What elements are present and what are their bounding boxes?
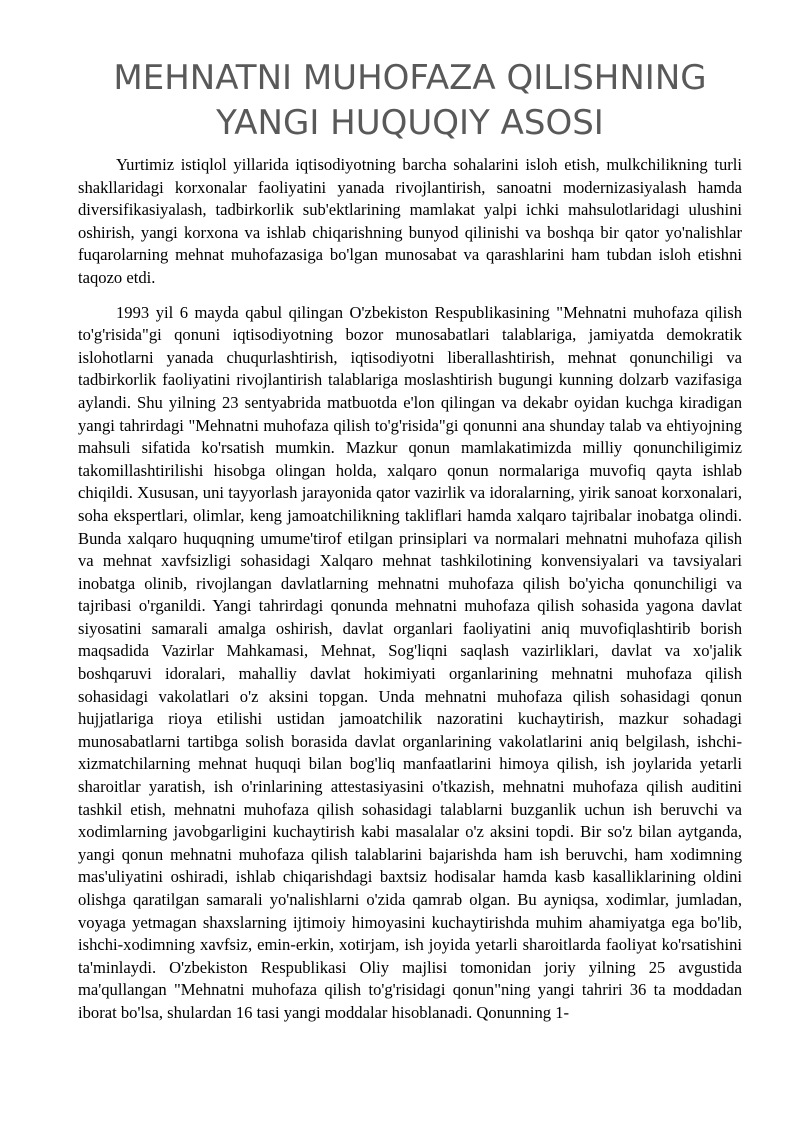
document-title (78, 56, 742, 146)
title-line-2: YANGI HUQUQIY ASOSI (216, 103, 604, 143)
paragraph-law-overview: 1993 yil 6 mayda qabul qilingan O'zbekiston Respublikasining "Mehnatni muhofaza qilish to'g'risida"gi qonuni iqtisodiyotning bozor munosabatlari talablariga, jamiyatda demokratik islohotlarni yanada chuqurlashtirish, iqtisodiyotni liberallashtirish, mehnat qonunchiligi va tadbirkorlik faoliyatini rivojlantirish talablariga moslashtirish bugungi kunning dolzarb vazifasiga aylandi. Shu yilning 23 sentyabrida matbuotda e'lon qilingan va dekabr oyidan kuchga kiradigan yangi tahrirdagi "Mehnatni muhofaza qilish to'g'risida"gi qonunni ana shunday talab va ehtiyojning mahsuli sifatida ko'rsatish mumkin. Mazkur qonun mamlakatimizda milliy qonunchiligimiz takomillashtirilishi hisobga olingan holda, xalqaro qonun normalariga muvofiq qayta ishlab chiqildi. Xususan, uni tayyorlash jarayonida qator vazirlik va idoralarning, yirik sanoat korxonalari, soha ekspertlari, olimlar, keng jamoatchilikning takliflari hamda xalqaro tajribalar inobatga olindi. Bunda xalqaro huquqning umume'tirof etilgan prinsiplari va normalari mehnatni muhofaza qilish va mehnat xavfsizligi sohasidagi Xalqaro mehnat tashkilotining konvensiyalari va tavsiyalari inobatga olinib, rivojlangan davlatlarning mehnatni muhofaza qilish bo'yicha qonunchiligi va tajribasi o'rganildi. Yangi tahrirdagi qonunda mehnatni muhofaza qilish sohasida yagona davlat siyosatini samarali amalga oshirish, davlat organlari faoliyatini aniq muvofiqlashtirib borish maqsadida Vazirlar Mahkamasi, Mehnat, Sog'liqni saqlash vazirliklari, davlat va xo'jalik boshqaruvi idoralari, mahalliy davlat hokimiyati organlarining mehnatni muhofaza qilish sohasidagi vakolatlari o'z aksini topgan. Unda mehnatni muhofaza qilish sohasidagi qonun hujjatlariga rioya etilishi ustidan jamoatchilik nazoratini kuchaytirish, mazkur sohadagi munosabatlarni tartibga solish borasida davlat organlarining vakolatlarini aniq belgilash, ishchi-xizmatchilarning mehnat huquqi bilan bog'liq manfaatlarini himoya qilish, ish joylarida yetarli sharoitlar yaratish, ish o'rinlarining attestasiyasini o'tkazish, mehnatni muhofaza qilish auditini tashkil etish, mehnatni muhofaza qilish sohasidagi talablarni buzganlik uchun ish beruvchi va xodimlarning javobgarligini kuchaytirish kabi masalalar o'z aksini topdi. Bir so'z bilan aytganda, yangi qonun mehnatni muhofaza qilish talablarini bajarishda ham ish beruvchi, ham xodimning mas'uliyatini oshiradi, ishlab chiqarishdagi baxtsiz hodisalar hamda kasb kasalliklarining oldini olishga qaratilgan samarali yo'nalishlarni o'zida qamrab olgan. Bu ayniqsa, xodimlar, jumladan, voyaga yetmagan shaxslarning ijtimoiy himoyasini kuchaytirishda muhim ahamiyatga ega bo'lib, ishchi-xodimning xavfsiz, emin-erkin, xotirjam, ish joyida yetarli sharoitlarda faoliyat ko'rsatishini ta'minlaydi. O'zbekiston Respublikasi Oliy majlisi tomonidan joriy yilning 25 avgustida ma'qullangan "Mehnatni muhofaza qilish to'g'risidagi qonun"ning yangi tahriri 36 ta moddadan iborat bo'lsa, shulardan 16 tasi yangi moddalar hisoblanadi. Qonunning 1- (78, 302, 742, 1022)
paragraph-intro: Yurtimiz istiqlol yillarida iqtisodiyotning barcha sohalarini isloh etish, mulkchilikning turli shakllaridagi korxonalar faoliyatini yanada rivojlantirish, sanoatni modernizasiyalash hamda diversifikasiyalash, tadbirkorlik sub'ektlarining mamlakat yalpi ichki mahsulotlaridagi ulushini oshirish, yangi korxona va ishlab chiqarishning bunyod qilinishi va boshqa bir qator yo'nalishlar fuqarolarning mehnat muhofazasiga bo'lgan munosabat va qarashlarini ham tubdan isloh etishni taqozo etdi. (78, 155, 742, 287)
title-line-1: MEHNATNI MUHOFAZA QILISHNING (113, 58, 707, 98)
